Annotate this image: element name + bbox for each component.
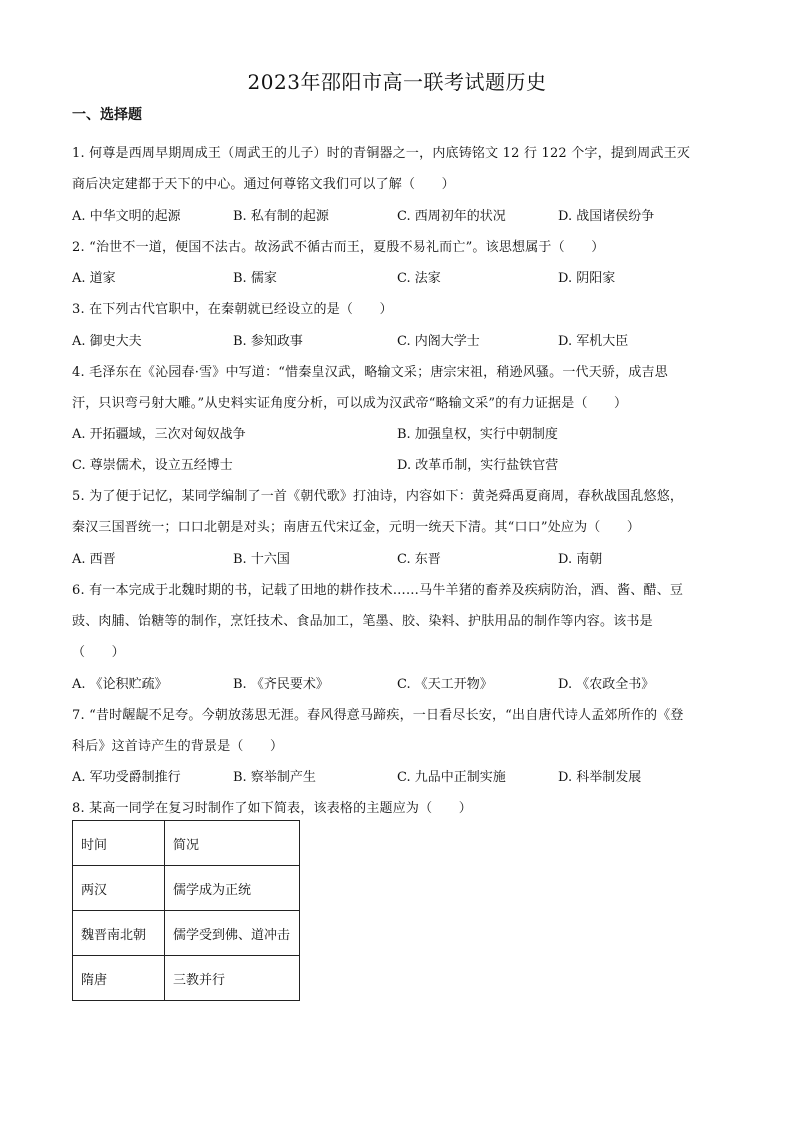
question-6-line-3: （ ） xyxy=(72,645,125,660)
question-6-line-2: 豉、肉脯、饴糖等的制作，烹饪技术、食品加工，笔墨、胶、染料、护肤用品的制作等内容。该书是 xyxy=(72,614,653,629)
table-row xyxy=(73,866,300,911)
question-7-line-1: 7. “昔时龌龊不足夸。今朝放荡思无涯。春风得意马蹄疾，一日看尽长安，“出自唐代诗人孟郊所作的《登 xyxy=(72,708,684,723)
question-3-option-a: A. 御史大夫 xyxy=(72,334,142,349)
question-5-option-b: B. 十六国 xyxy=(233,552,290,567)
question-2-option-b: B. 儒家 xyxy=(233,271,277,286)
table-cell: 儒学成为正统 xyxy=(165,866,300,911)
question-7-option-a: A. 军功受爵制推行 xyxy=(72,770,181,785)
question-2-option-a: A. 道家 xyxy=(72,271,116,286)
question-4-option-a: A. 开拓疆域，三次对匈奴战争 xyxy=(72,427,246,442)
table-row xyxy=(73,911,300,956)
page-title: 2023年邵阳市高一联考试题历史 xyxy=(247,70,547,94)
question-7-option-b: B. 察举制产生 xyxy=(233,770,316,785)
question-1-line-2: 商后决定建都于天下的中心。通过何尊铭文我们可以了解（ ） xyxy=(72,177,455,192)
table-row xyxy=(73,956,300,1001)
question-1-line-1: 1. 何尊是西周早期周成王（周武王的儿子）时的青铜器之一，内底铸铭文 12 行 122 个字，提到周武王灭 xyxy=(72,146,691,161)
question-6-option-d: D. 《农政全书》 xyxy=(558,677,655,692)
question-5-option-d: D. 南朝 xyxy=(558,552,603,567)
question-1-option-a: A. 中华文明的起源 xyxy=(72,209,181,224)
question-5-line-2: 秦汉三国晋统一；口口北朝是对头；南唐五代宋辽金，元明一统天下清。其“口口”处应为（ ） xyxy=(72,520,641,535)
table-cell: 魏晋南北朝 xyxy=(73,911,165,956)
question-7-option-d: D. 科举制发展 xyxy=(558,770,642,785)
question-6-option-c: C. 《天工开物》 xyxy=(397,677,493,692)
table-cell: 时间 xyxy=(73,821,165,866)
table-cell: 儒学受到佛、道冲击 xyxy=(165,911,300,956)
question-4-line-1: 4. 毛泽东在《沁园春·雪》中写道：“惜秦皇汉武，略输文采；唐宗宋祖，稍逊风骚。一代天骄，成吉思 xyxy=(72,365,668,380)
table-cell: 三教并行 xyxy=(165,956,300,1001)
question-4-option-b: B. 加强皇权，实行中朝制度 xyxy=(397,427,558,442)
question-6-option-b: B. 《齐民要术》 xyxy=(233,677,329,692)
table-cell: 两汉 xyxy=(73,866,165,911)
question-4-option-c: C. 尊崇儒术，设立五经博士 xyxy=(72,458,233,473)
question-5-line-1: 5. 为了便于记忆，某同学编制了一首《朝代歌》打油诗，内容如下：黄尧舜禹夏商周，春秋战国乱悠悠， xyxy=(72,489,684,504)
summary-table xyxy=(72,820,300,1001)
question-5-option-c: C. 东晋 xyxy=(397,552,441,567)
question-3-line-1: 3. 在下列古代官职中，在秦朝就已经设立的是（ ） xyxy=(72,302,393,317)
question-2-option-c: C. 法家 xyxy=(397,271,441,286)
question-8-line-1: 8. 某高一同学在复习时制作了如下简表，该表格的主题应为（ ） xyxy=(72,801,472,816)
question-4-option-d: D. 改革币制，实行盐铁官营 xyxy=(397,458,559,473)
question-2-option-d: D. 阴阳家 xyxy=(558,271,616,286)
table-row xyxy=(73,821,300,866)
question-2-line-1: 2. “治世不一道，便国不法古。故汤武不循古而王，夏殷不易礼而亡”。该思想属于（ ） xyxy=(72,240,605,255)
question-6-option-a: A. 《论积贮疏》 xyxy=(72,677,168,692)
question-3-option-c: C. 内阁大学士 xyxy=(397,334,480,349)
question-4-line-2: 汗，只识弯弓射大雕。”从史料实证角度分析，可以成为汉武帝“略输文采”的有力证据是（ ） xyxy=(72,396,628,411)
question-5-option-a: A. 西晋 xyxy=(72,552,116,567)
question-1-option-c: C. 西周初年的状况 xyxy=(397,209,506,224)
section-heading: 一、选择题 xyxy=(72,107,142,123)
question-3-option-b: B. 参知政事 xyxy=(233,334,303,349)
question-3-option-d: D. 军机大臣 xyxy=(558,334,629,349)
question-1-option-d: D. 战国诸侯纷争 xyxy=(558,209,655,224)
question-7-line-2: 科后》这首诗产生的背景是（ ） xyxy=(72,739,284,754)
question-6-line-1: 6. 有一本完成于北魏时期的书，记载了田地的耕作技术……马牛羊猪的畜养及疾病防治，酒、酱、醋、豆 xyxy=(72,583,684,598)
question-1-option-b: B. 私有制的起源 xyxy=(233,209,329,224)
table-cell: 简况 xyxy=(165,821,300,866)
question-7-option-c: C. 九品中正制实施 xyxy=(397,770,506,785)
table-cell: 隋唐 xyxy=(73,956,165,1001)
